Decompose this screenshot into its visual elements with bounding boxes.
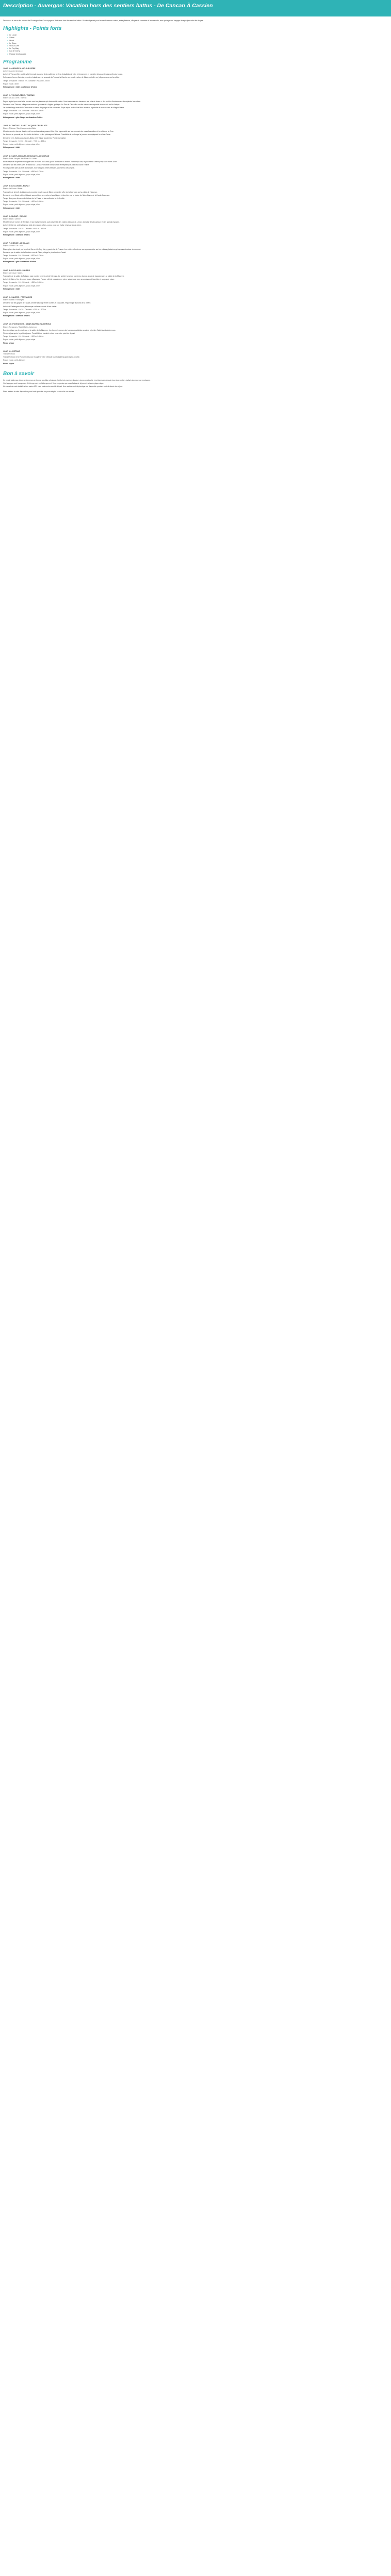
day-paragraph: Descente par les gorges de l'Aspre, sentier sauvage entre rochers et cascades. Pique-nique au bord de la rivière. bbox=[3, 302, 91, 304]
day-paragraph: Fin de journée dans la forêt domaniale, l'une des plus belles hêtraies-sapinières d'Auvergne. bbox=[3, 167, 75, 170]
highlights-title: Highlights - Points forts bbox=[3, 26, 62, 32]
day-block bbox=[3, 155, 388, 179]
day-walk-info: Temps de marche : 6 h - Dénivelé : +650 m / -800 m bbox=[3, 281, 44, 284]
day-block bbox=[3, 67, 388, 88]
day-paragraph: Départ à pied pour une belle montée vers les plateaux qui dominent la vallée. Vous traversez des hameaux aux toits de lauze et des prairies fleuries avant de rejoindre les crêtes. bbox=[3, 100, 141, 103]
day-route: Étape : Dienne / Le Claux bbox=[3, 245, 23, 247]
day-paragraph: Fin du séjour après le petit-déjeuner. Possibilité de transfert retour vers votre point de départ. bbox=[3, 332, 75, 335]
day-meals: Repas inclus : petit-déjeuner, pique-nique, dîner bbox=[3, 258, 41, 260]
day-accommodation: Hébergement : gîte d'étape ou chambre d'hôtes bbox=[3, 116, 43, 118]
good-to-know-paragraph: Ce circuit s'adresse à des randonneurs en bonne condition physique, habitués à marcher plusieurs jours consécutifs. Les étapes se déroulent sur des sentiers balisés de moyenne montagne. bbox=[3, 379, 151, 381]
main-content bbox=[0, 16, 391, 393]
day-meals: Repas inclus : petit-déjeuner, pique-nique, dîner bbox=[3, 173, 41, 176]
day-walk-info: Temps de marche : 5 h 30 - Dénivelé : +600 m / -450 m bbox=[3, 227, 46, 230]
header-banner bbox=[0, 0, 391, 16]
highlight-item: • Portage des bagages bbox=[7, 53, 388, 55]
intro-text: Découvrez le cœur des volcans de l'Auvergne lors d'un voyage en itinérance hors des sentiers battus. Un circuit pensé pour les randonneurs curieux, entre plateaux, villages de caractère et lacs secrets, avec portage des bagages chaque jour entre les étapes. bbox=[3, 20, 204, 22]
day-accommodation: Fin du séjour bbox=[3, 342, 14, 344]
day-accommodation: Hébergement : hôtel bbox=[3, 207, 20, 209]
day-meals: Repas inclus : petit-déjeuner, pique-nique, dîner bbox=[3, 143, 41, 146]
day-paragraph: Descente par la vallée de la Santoire vers le Claux, village le plus haut du Cantal. bbox=[3, 251, 67, 253]
day-route: Étape : Le Claux / Salers bbox=[3, 272, 23, 274]
day-meals: Repas inclus : petit-déjeuner, pique-nique, dîner bbox=[3, 312, 41, 314]
day-paragraph: Arrivée à Fontanges et son pittoresque rocher surmonté d'une statue. bbox=[3, 305, 57, 308]
day-heading: JOUR 2 : VIC-SUR-CÈRE - THIÉZAC bbox=[3, 94, 35, 97]
day-walk-info: Temps de marche : 6 h - Dénivelé : +850 m / -720 m bbox=[3, 170, 44, 173]
day-accommodation: Hébergement : hôtel ou chambre d'hôtes bbox=[3, 86, 37, 89]
day-route: Transfert retour bbox=[3, 353, 15, 355]
highlight-item: • Le Claux bbox=[7, 42, 388, 44]
day-block bbox=[3, 242, 388, 263]
day-accommodation: Hébergement : gîte ou chambre d'hôtes bbox=[3, 261, 36, 263]
day-paragraph: Belle étape de moyenne montagne vers le Plomb du Cantal, point culminant du massif. Par temps clair, le panorama s'étend jusqu'aux monts Dore. bbox=[3, 160, 118, 163]
program-title: Programme bbox=[3, 59, 32, 65]
day-walk-info: Temps de marche : 4 h - Dénivelé : +300 m / -450 m bbox=[3, 335, 44, 338]
day-heading: JOUR 4 : SAINT-JACQUES-DES-BLATS - LE LIORAN bbox=[3, 155, 50, 157]
program-days bbox=[3, 67, 388, 365]
day-route: Étape : Vic-sur-Cère / Thiézac bbox=[3, 97, 27, 99]
day-heading: JOUR 3 : THIÉZAC - SAINT-JACQUES-DES-BLATS bbox=[3, 124, 47, 127]
day-meals: Repas inclus : petit-déjeuner, pique-nique, dîner bbox=[3, 230, 41, 233]
day-route: Étape : Salers / Fontanges bbox=[3, 299, 24, 301]
day-meals: Repas inclus : dîner bbox=[3, 82, 19, 85]
day-block bbox=[3, 296, 388, 317]
day-heading: JOUR 1 : ARRIVÉE À VIC-SUR-CÈRE bbox=[3, 67, 36, 70]
day-paragraph: Arrivée à Dienne, petit village au pied des hautes crêtes, connu pour son église et ses croix de pierre. bbox=[3, 224, 82, 227]
day-walk-info: Temps de marche : 5 h - Dénivelé : +550 m / -480 m bbox=[3, 110, 44, 112]
day-route: Étape : Thiézac / Saint-Jacques-des-Blats bbox=[3, 127, 36, 130]
day-route: Étape : Le Lioran / Murat bbox=[3, 188, 23, 190]
good-to-know-section bbox=[3, 379, 388, 388]
day-paragraph: Le sentier longe ensuite la Cère dans un décor de gorges et de cascades. Pique-nique au bord de l'eau avant de reprendre la marche vers le village d'étape. bbox=[3, 107, 125, 109]
day-accommodation: Hébergement : chambre d'hôtes bbox=[3, 233, 30, 236]
day-paragraph: Le chemin se poursuit par des forêts de hêtres et des pâturages d'altitude. Possibilité de prolonger la journée en rejoignant le col de Cabre. bbox=[3, 133, 111, 136]
day-walk-info: Temps de marche : environ 2 h - Dénivelé : +200 m / -200 m bbox=[3, 79, 50, 82]
day-accommodation: Hébergement : hôtel bbox=[3, 176, 20, 179]
day-walk-info: Temps de marche : 6 h - Dénivelé : +900 m / -750 m bbox=[3, 254, 44, 257]
day-route: Étape : Murat / Dienne bbox=[3, 217, 21, 220]
day-heading: JOUR 6 : MURAT - DIENNE bbox=[3, 215, 27, 217]
day-block bbox=[3, 269, 388, 290]
good-to-know-title: Bon à savoir bbox=[3, 370, 35, 377]
day-accommodation: Hébergement : hôtel bbox=[3, 287, 20, 290]
day-paragraph: Descente par les crêtes vers la station du Lioran. Possibilité d'emprunter le téléphérique pour raccourcir l'étape. bbox=[3, 164, 90, 166]
day-meals: Repas inclus : petit-déjeuner, pique-nique bbox=[3, 338, 36, 341]
day-paragraph: Arrivée à Vic-sur-Cère, petite ville thermale au cœur de la vallée de la Cère. Installation à votre hébergement et première découverte des ruelles du bourg. bbox=[3, 73, 123, 76]
day-walk-info: Temps de marche : 5 h 30 - Dénivelé : +700 m / -600 m bbox=[3, 140, 46, 142]
good-to-know-paragraph: Vos bagages sont transportés d'hébergement en hébergement. Vous ne portez que vos affaires de la journée et votre pique-nique. bbox=[3, 382, 104, 385]
day-heading: JOUR 9 : SALERS - FONTANGES bbox=[3, 296, 32, 299]
day-meals: Repas inclus : petit-déjeuner, pique-nique, dîner bbox=[3, 204, 41, 206]
day-route: Étape : Saint-Jacques-des-Blats / Le Lioran bbox=[3, 157, 37, 160]
highlights-list bbox=[7, 34, 388, 55]
day-paragraph: Transfert retour vers Vic-sur-Cère pour récupérer votre véhicule ou rejoindre la gare la plus proche. bbox=[3, 356, 80, 359]
day-paragraph: Descente vers Murat, cité médiévale accrochée à ses rochers basaltiques et dominée par la statue de Notre-Dame de la Haute-Auvergne. bbox=[3, 194, 110, 196]
day-heading: JOUR 10 : FONTANGES - SAINT-MARTIN-VALMEROUX bbox=[3, 323, 52, 326]
day-paragraph: Descente vers Saint-Jacques-des-Blats, petit village au pied du Plomb du Cantal. bbox=[3, 137, 66, 139]
day-heading: JOUR 11 : RETOUR bbox=[3, 350, 21, 352]
highlight-item: • Vic-sur-Cère bbox=[7, 45, 388, 47]
day-accommodation: Hébergement : chambre d'hôtes bbox=[3, 315, 30, 317]
day-walk-info: Temps de marche : 4 h 30 - Dénivelé : +350 m / -500 m bbox=[3, 308, 46, 311]
day-walk-info: Temps de marche : 5 h - Dénivelé : +400 m / -650 m bbox=[3, 200, 44, 203]
highlight-item: • Murat bbox=[7, 40, 388, 42]
day-block bbox=[3, 215, 388, 236]
good-to-know-paragraph: Un carnet de route détaillé et les cartes IGN vous sont remis avant le départ. Une assistance téléphonique est disponible pendant toute la durée du séjour. bbox=[3, 385, 123, 388]
day-paragraph: Traversée de la vallée du Falgoux puis montée vers le col de Néronne. Le sentier longe de nombreux burons avant de basculer vers la vallée de la Maronne. bbox=[3, 275, 125, 277]
page-title: Description - Auvergne: Vacation hors des sentiers battus - De Cancan À Cassien bbox=[3, 3, 213, 9]
day-paragraph: Dernière étape par les plateaux et la vallée de la Maronne. Le chemin traverse des hameaux paisibles avant de rejoindre Saint-Martin-Valmeroux. bbox=[3, 329, 116, 331]
day-meals: Repas inclus : petit-déjeuner, pique-nique, dîner bbox=[3, 113, 41, 115]
day-heading: JOUR 8 : LE CLAUX - SALERS bbox=[3, 269, 30, 272]
day-block bbox=[3, 185, 388, 209]
closing-text: Nous restons à votre disposition pour toute question ou pour adapter ce circuit à vos envies. bbox=[3, 391, 75, 393]
day-block bbox=[3, 125, 388, 149]
highlight-item: • Salers bbox=[7, 37, 388, 39]
day-paragraph: Montée vers le rocher de Bredons et son église romane, puis traversée des vastes plateaux du Limon, domaine des troupeaux et des grands espaces. bbox=[3, 221, 120, 224]
highlight-item: • Lac de Guéry bbox=[7, 50, 388, 52]
highlight-item: • Le Puy Mary bbox=[7, 47, 388, 49]
day-meals: Repas inclus : petit-déjeuner bbox=[3, 359, 25, 362]
day-block bbox=[3, 94, 388, 118]
day-accommodation: Fin du séjour bbox=[3, 362, 14, 365]
day-paragraph: Montée vers les burons d'estive où les vaches salers passent l'été. Vue imprenable sur les sommets du massif cantalien et la vallée de la Cère. bbox=[3, 130, 114, 133]
day-route: Arrivée au point de départ bbox=[3, 70, 24, 73]
day-heading: JOUR 7 : DIENNE - LE CLAUX bbox=[3, 242, 29, 245]
day-block bbox=[3, 350, 388, 365]
day-paragraph: Traversée de la forêt du Lioran puis montée vers le puy de Bâne. Le sentier offre de belles vues sur la vallée de l'Alagnon. bbox=[3, 191, 98, 193]
day-accommodation: Hébergement : hôtel bbox=[3, 146, 20, 149]
day-meals: Repas inclus : petit-déjeuner, pique-nique, dîner bbox=[3, 284, 41, 287]
day-paragraph: Selon votre heure d'arrivée, première balade vers la cascade du Trou de la Conche ou vers le rocher de Muret, qui offre un joli panorama sur la vallée. bbox=[3, 76, 120, 79]
day-heading: JOUR 5 : LE LIORAN - MURAT bbox=[3, 185, 30, 188]
day-paragraph: Étape phare du circuit par le col de Serre et le Puy Mary, grand site de France. Les crêtes offrent une vue spectaculaire sur les vallées glaciaires qui rayonnent autour du sommet. bbox=[3, 248, 141, 250]
day-route: Étape : Fontanges / Saint-Martin-Valmeroux bbox=[3, 326, 37, 328]
day-paragraph: Descente vers Thiézac, village aux maisons typiques et à l'église gothique. Le Pas de Cère offre un site naturel remarquable à découvrir en fin d'étape. bbox=[3, 103, 120, 106]
highlight-item: • Le Lioran bbox=[7, 34, 388, 36]
day-paragraph: Temps libre pour découvrir la Maison de la Faune et les ruelles de la vieille ville. bbox=[3, 197, 65, 199]
day-block bbox=[3, 323, 388, 344]
day-paragraph: Arrivée à Salers, l'un des plus beaux villages de France, cité de caractère en pierre volcanique avec ses maisons à tourelles et sa grande place. bbox=[3, 278, 115, 281]
